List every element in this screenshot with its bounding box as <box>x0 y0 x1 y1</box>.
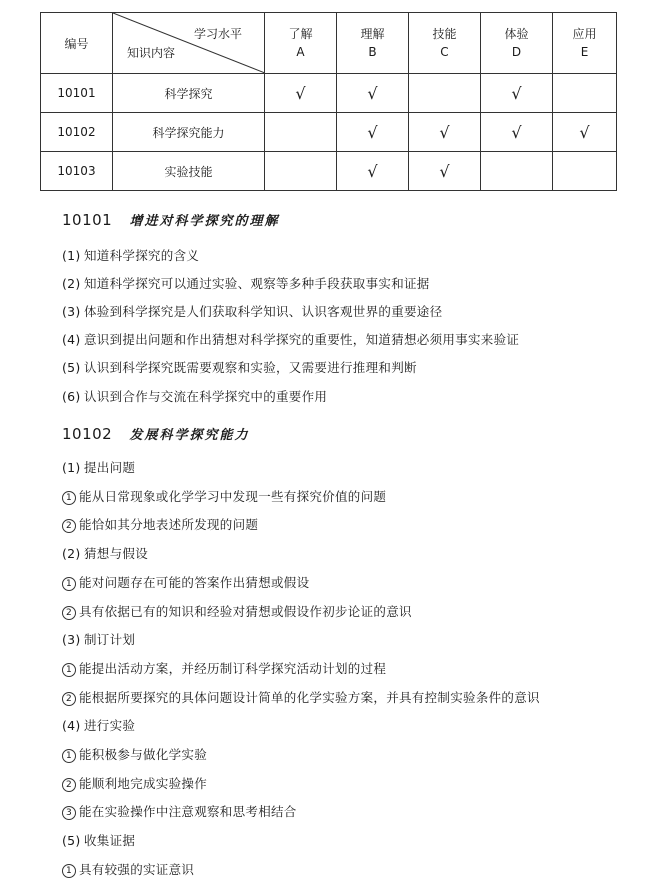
list-item: 1 能对问题存在可能的答案作出猜想或假设 <box>62 573 309 591</box>
section-10102-heading <box>62 424 250 443</box>
circled-number: 1 <box>62 749 76 763</box>
check-cell <box>409 113 481 152</box>
check-cell <box>265 113 337 152</box>
table-row <box>41 152 617 191</box>
header-diagonal-cell <box>113 13 265 74</box>
header-level-b: 理解 B <box>337 13 409 74</box>
check-cell <box>265 152 337 191</box>
header-level-e: 应用 E <box>553 13 617 74</box>
check-cell <box>553 152 617 191</box>
subsection-heading: (2) 猜想与假设 <box>62 546 149 561</box>
list-item: 2 能根据所要探究的具体问题设计简单的化学实验方案，并具有控制实验条件的意识 <box>62 688 540 706</box>
circled-number: 1 <box>62 491 76 505</box>
circled-number: 2 <box>62 692 76 706</box>
section-title: 发展科学探究能力 <box>129 428 250 443</box>
section-title: 增进对科学探究的理解 <box>129 214 280 229</box>
check-mark-icon: √ <box>439 161 450 181</box>
check-mark-icon: √ <box>511 83 522 103</box>
check-mark-icon: √ <box>367 122 378 142</box>
list-item: 2 具有依据已有的知识和经验对猜想或假设作初步论证的意识 <box>62 602 412 620</box>
circled-number: 1 <box>62 864 76 878</box>
row-id: 10103 <box>41 152 113 191</box>
circled-number: 2 <box>62 778 76 792</box>
section-code: 10101 <box>62 211 113 229</box>
check-mark-icon: √ <box>295 83 306 103</box>
list-item: 2 能恰如其分地表述所发现的问题 <box>62 515 258 533</box>
circled-number: 2 <box>62 519 76 533</box>
row-id: 10101 <box>41 74 113 113</box>
list-item: (6) 认识到合作与交流在科学探究中的重要作用 <box>62 389 328 404</box>
list-item: 2 能顺利地完成实验操作 <box>62 774 207 792</box>
objectives-table <box>40 12 617 191</box>
check-mark-icon: √ <box>511 122 522 142</box>
list-item: (5) 认识到科学探究既需要观察和实验，又需要进行推理和判断 <box>62 360 417 375</box>
check-cell <box>409 74 481 113</box>
header-level-label: 学习水平 <box>193 27 242 41</box>
circled-number: 2 <box>62 606 76 620</box>
check-cell <box>337 74 409 113</box>
row-content: 科学探究 <box>113 74 265 113</box>
row-content: 科学探究能力 <box>113 113 265 152</box>
list-item: (3) 体验到科学探究是人们获取科学知识、认识客观世界的重要途径 <box>62 304 443 319</box>
subsection-heading: (5) 收集证据 <box>62 833 136 848</box>
list-item: (4) 意识到提出问题和作出猜想对科学探究的重要性，知道猜想必须用事实来验证 <box>62 332 520 347</box>
table-header-row <box>41 13 617 74</box>
check-cell <box>481 74 553 113</box>
check-cell <box>265 74 337 113</box>
check-mark-icon: √ <box>367 161 378 181</box>
row-content: 实验技能 <box>113 152 265 191</box>
list-item: 1 能积极参与做化学实验 <box>62 745 207 763</box>
section-10101-heading <box>62 210 280 229</box>
row-id: 10102 <box>41 113 113 152</box>
check-mark-icon: √ <box>439 122 450 142</box>
list-item: 1 能提出活动方案，并经历制订科学探究活动计划的过程 <box>62 659 386 677</box>
check-mark-icon: √ <box>367 83 378 103</box>
check-cell <box>553 74 617 113</box>
subsection-heading: (3) 制订计划 <box>62 632 136 647</box>
table-row <box>41 113 617 152</box>
check-cell <box>481 113 553 152</box>
circled-number: 1 <box>62 577 76 591</box>
list-item: (1) 知道科学探究的含义 <box>62 248 200 263</box>
subsection-heading: (4) 进行实验 <box>62 718 136 733</box>
header-level-d: 体验 D <box>481 13 553 74</box>
header-level-c: 技能 C <box>409 13 481 74</box>
check-cell <box>409 152 481 191</box>
check-mark-icon: √ <box>579 122 590 142</box>
check-cell <box>553 113 617 152</box>
check-cell <box>481 152 553 191</box>
list-item: (2) 知道科学探究可以通过实验、观察等多种手段获取事实和证据 <box>62 276 430 291</box>
header-id: 编号 <box>41 13 113 74</box>
table-row <box>41 74 617 113</box>
list-item: 1 具有较强的实证意识 <box>62 860 194 878</box>
section-code: 10102 <box>62 425 113 443</box>
check-cell <box>337 152 409 191</box>
list-item: 1 能从日常现象或化学学习中发现一些有探究价值的问题 <box>62 487 386 505</box>
objectives-table-container <box>40 12 616 191</box>
circled-number: 3 <box>62 806 76 820</box>
list-item: 3 能在实验操作中注意观察和思考相结合 <box>62 802 297 820</box>
diagonal-line <box>113 13 265 73</box>
circled-number: 1 <box>62 663 76 677</box>
header-content-label: 知识内容 <box>127 46 176 60</box>
header-level-a: 了解 A <box>265 13 337 74</box>
check-cell <box>337 113 409 152</box>
subsection-heading: (1) 提出问题 <box>62 460 136 475</box>
